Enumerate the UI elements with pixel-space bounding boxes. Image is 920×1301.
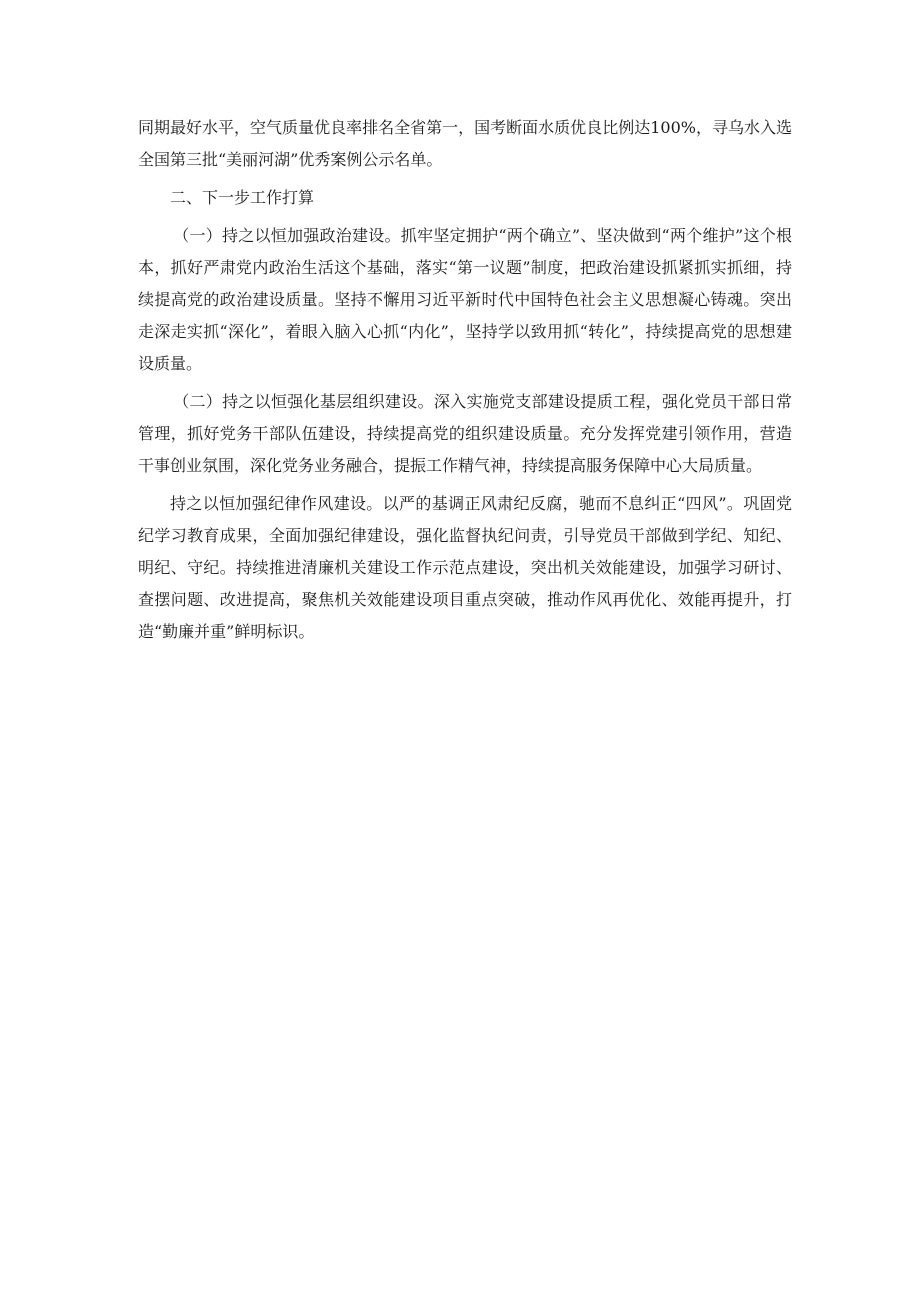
paragraph-continuation: 同期最好水平，空气质量优良率排名全省第一，国考断面水质优良比例达100%，寻乌水入选全国第三批“美丽河湖”优秀案例公示名单。 (138, 118, 792, 169)
paragraph-item-1: （一）持之以恒加强政治建设。抓牢坚定拥护“两个确立”、坚决做到“两个维护”这个根本，抓好严肃党内政治生活这个基础，落实“第一议题”制度，把政治建设抓紧抓实抓细，持续提高党的政治建设质量。坚持不懈用习近平新时代中国特色社会主义思想凝心铸魂。突出走深走实抓“深化”，着眼入脑入心抓“内化”，坚持学以致用抓“转化”，持续提高党的思想建设质量。 (138, 226, 792, 373)
document-page (138, 112, 792, 654)
paragraph-item-3: 持之以恒加强纪律作风建设。以严的基调正风肃纪反腐，驰而不息纠正“四风”。巩固党纪学习教育成果，全面加强纪律建设，强化监督执纪问责，引导党员干部做到学纪、知纪、明纪、守纪。持续推进清廉机关建设工作示范点建设，突出机关效能建设，加强学习研讨、查摆问题、改进提高，聚焦机关效能建设项目重点突破，推动作风再优化、效能再提升，打造“勤廉并重”鲜明标识。 (138, 494, 792, 641)
section-heading: 二、下一步工作打算 (170, 188, 315, 207)
paragraph-item-2: （二）持之以恒强化基层组织建设。深入实施党支部建设提质工程，强化党员干部日常管理，抓好党务干部队伍建设，持续提高党的组织建设质量。充分发挥党建引领作用，营造干事创业氛围，深化党务业务融合，提振工作精气神，持续提高服务保障中心大局质量。 (138, 392, 792, 475)
